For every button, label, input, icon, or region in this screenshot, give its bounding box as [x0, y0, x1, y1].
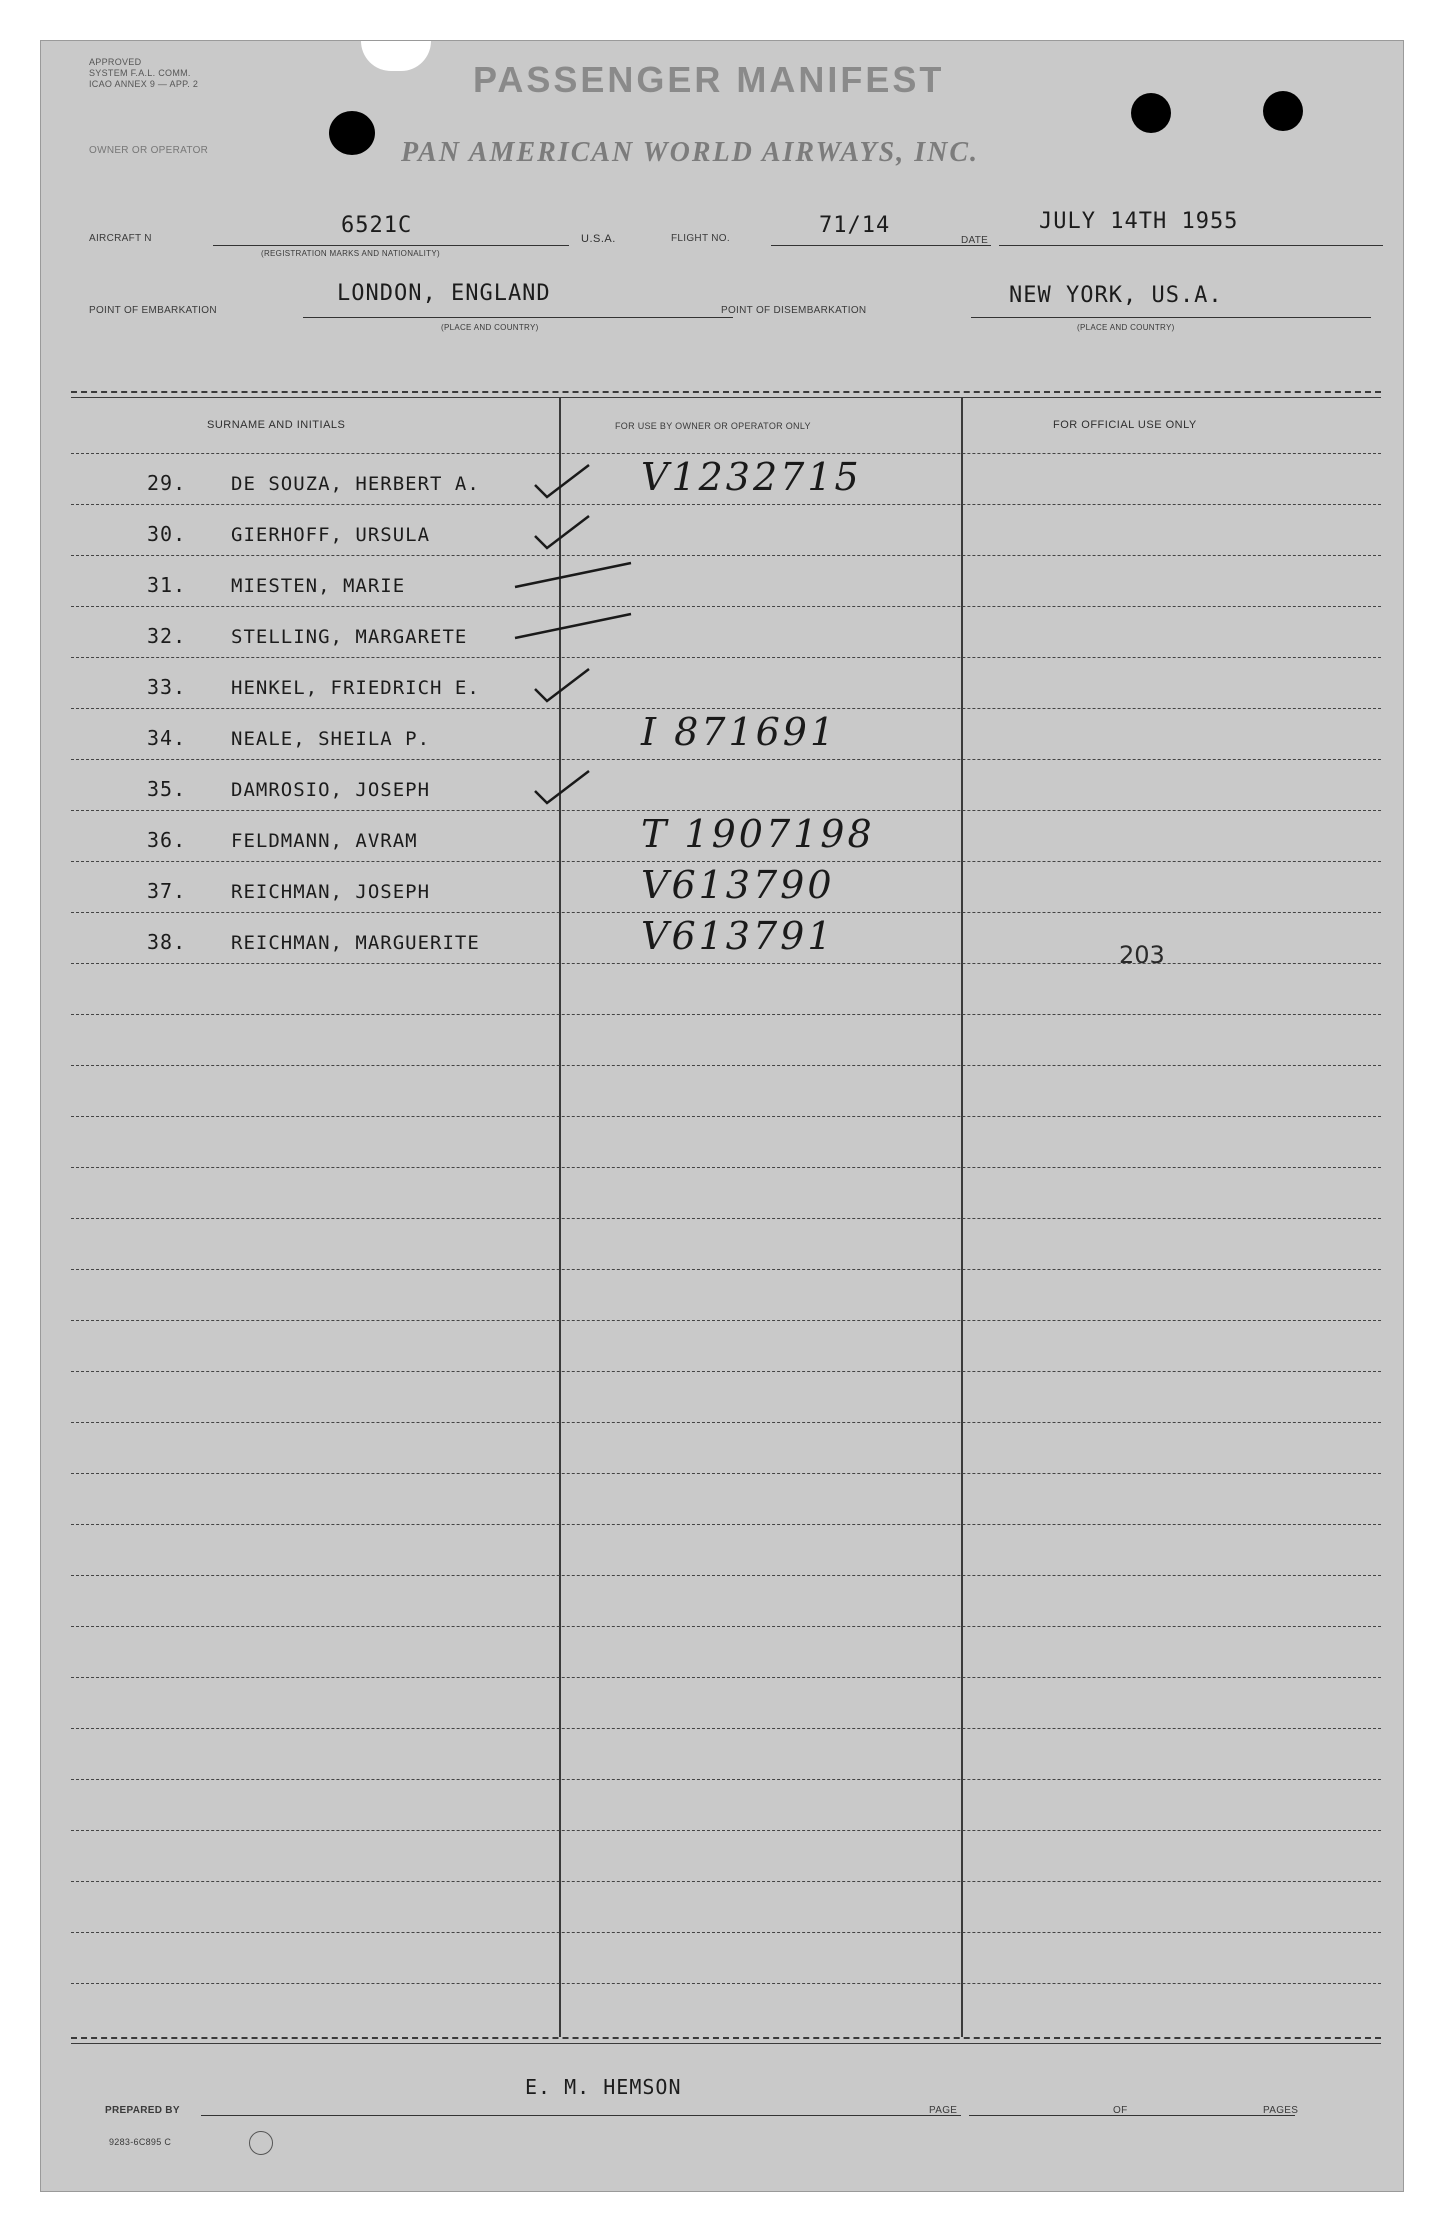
disembarkation-underline — [971, 317, 1371, 318]
column-divider-2 — [961, 397, 963, 2037]
punch-hole-left — [329, 111, 375, 155]
passenger-name: REICHMAN, MARGUERITE — [231, 932, 480, 954]
passenger-name: HENKEL, FRIEDRICH E. — [231, 677, 480, 699]
row-rule — [71, 1626, 1381, 1627]
row-rule — [71, 1269, 1381, 1270]
passenger-name: DAMROSIO, JOSEPH — [231, 779, 431, 801]
passenger-number: 36. — [147, 828, 187, 852]
row-rule — [71, 1473, 1381, 1474]
page-label: PAGE — [929, 2105, 958, 2116]
row-rule — [71, 1320, 1381, 1321]
punch-hole-right-1 — [1131, 93, 1171, 133]
pages-label: PAGES — [1263, 2105, 1299, 2116]
row-rule — [71, 1779, 1381, 1780]
torn-corner — [361, 41, 431, 71]
flight-value: 71/14 — [819, 213, 891, 238]
of-label: OF — [1113, 2105, 1128, 2116]
aircraft-underline — [213, 245, 569, 246]
row-rule — [71, 1575, 1381, 1576]
company-name: PAN AMERICAN WORLD AIRWAYS, INC. — [401, 137, 980, 168]
row-rule — [71, 708, 1381, 709]
table-top-rule — [71, 391, 1381, 393]
column-header-owner: FOR USE BY OWNER OR OPERATOR ONLY — [615, 421, 811, 431]
dash-mark-icon — [511, 606, 641, 646]
approved-line-2: SYSTEM F.A.L. COMM. — [89, 68, 191, 78]
passenger-name: NEALE, SHEILA P. — [231, 728, 431, 750]
row-rule — [71, 555, 1381, 556]
union-bug-icon — [249, 2131, 273, 2155]
prepared-underline — [201, 2115, 961, 2116]
approved-line-3: ICAO ANNEX 9 — APP. 2 — [89, 79, 199, 89]
check-mark-icon — [531, 512, 595, 552]
operator-note: V613791 — [641, 914, 835, 958]
check-mark-icon — [531, 767, 595, 807]
punch-hole-right-2 — [1263, 91, 1303, 131]
official-note: 203 — [1119, 941, 1165, 969]
date-value: JULY 14TH 1955 — [1039, 209, 1239, 234]
approved-stamp — [89, 57, 198, 90]
row-rule — [71, 1014, 1381, 1015]
passenger-number: 32. — [147, 624, 187, 648]
row-rule — [71, 1422, 1381, 1423]
row-rule — [71, 1932, 1381, 1933]
date-underline — [999, 245, 1383, 246]
prepared-by-label: PREPARED BY — [105, 2105, 180, 2116]
passenger-number: 34. — [147, 726, 187, 750]
operator-note: T 1907198 — [641, 812, 875, 856]
row-rule — [71, 861, 1381, 862]
dash-mark-icon — [511, 555, 641, 595]
passenger-number: 31. — [147, 573, 187, 597]
row-rule — [71, 1881, 1381, 1882]
embarkation-label: POINT OF EMBARKATION — [89, 305, 217, 316]
row-rule — [71, 606, 1381, 607]
aircraft-value: 6521C — [341, 213, 413, 238]
row-rule — [71, 810, 1381, 811]
table-top-rule-2 — [71, 397, 1381, 398]
owner-label: OWNER OR OPERATOR — [89, 145, 209, 156]
passenger-number: 37. — [147, 879, 187, 903]
row-rule — [71, 1218, 1381, 1219]
page-title: PASSENGER MANIFEST — [473, 59, 945, 100]
operator-note: V1232715 — [641, 455, 862, 499]
row-rule — [71, 1167, 1381, 1168]
row-rule — [71, 1983, 1381, 1984]
registration-caption: (REGISTRATION MARKS AND NATIONALITY) — [261, 249, 440, 258]
row-rule — [71, 1830, 1381, 1831]
prepared-by-value: E. M. HEMSON — [525, 2075, 682, 2099]
row-rule — [71, 1065, 1381, 1066]
row-rule — [71, 1677, 1381, 1678]
passenger-number: 29. — [147, 471, 187, 495]
date-label: DATE — [961, 235, 989, 246]
operator-note: I 871691 — [641, 710, 838, 754]
row-rule — [71, 1524, 1381, 1525]
form-number: 9283-6C895 C — [109, 2137, 172, 2147]
disembarkation-label: POINT OF DISEMBARKATION — [721, 305, 867, 316]
passenger-name: REICHMAN, JOSEPH — [231, 881, 431, 903]
passenger-name: FELDMANN, AVRAM — [231, 830, 418, 852]
table-bottom-rule-2 — [71, 2043, 1381, 2044]
row-rule — [71, 453, 1381, 454]
row-rule — [71, 1371, 1381, 1372]
embarkation-underline — [303, 317, 733, 318]
row-rule — [71, 912, 1381, 913]
row-rule — [71, 1728, 1381, 1729]
passenger-number: 38. — [147, 930, 187, 954]
passenger-number: 30. — [147, 522, 187, 546]
check-mark-icon — [531, 665, 595, 705]
passenger-name: GIERHOFF, URSULA — [231, 524, 431, 546]
flight-label: FLIGHT NO. — [671, 233, 730, 244]
embarkation-value: LONDON, ENGLAND — [337, 281, 551, 306]
manifest-sheet — [40, 40, 1404, 2192]
embarkation-caption: (PLACE AND COUNTRY) — [441, 323, 539, 332]
column-header-official: FOR OFFICIAL USE ONLY — [1053, 419, 1197, 431]
table-bottom-rule — [71, 2037, 1381, 2039]
aircraft-label: AIRCRAFT N — [89, 233, 152, 244]
passenger-name: STELLING, MARGARETE — [231, 626, 468, 648]
usa-label: U.S.A. — [581, 233, 616, 245]
row-rule — [71, 963, 1381, 964]
passenger-number: 33. — [147, 675, 187, 699]
row-rule — [71, 504, 1381, 505]
passenger-number: 35. — [147, 777, 187, 801]
operator-note: V613790 — [641, 863, 835, 907]
check-mark-icon — [531, 461, 595, 501]
passenger-name: MIESTEN, MARIE — [231, 575, 406, 597]
row-rule — [71, 1116, 1381, 1117]
column-header-surname: SURNAME AND INITIALS — [207, 419, 346, 431]
disembarkation-value: NEW YORK, US.A. — [1009, 283, 1223, 308]
row-rule — [71, 759, 1381, 760]
flight-underline — [771, 245, 991, 246]
row-rule — [71, 657, 1381, 658]
passenger-name: DE SOUZA, HERBERT A. — [231, 473, 480, 495]
disembarkation-caption: (PLACE AND COUNTRY) — [1077, 323, 1175, 332]
approved-line-1: APPROVED — [89, 57, 142, 67]
